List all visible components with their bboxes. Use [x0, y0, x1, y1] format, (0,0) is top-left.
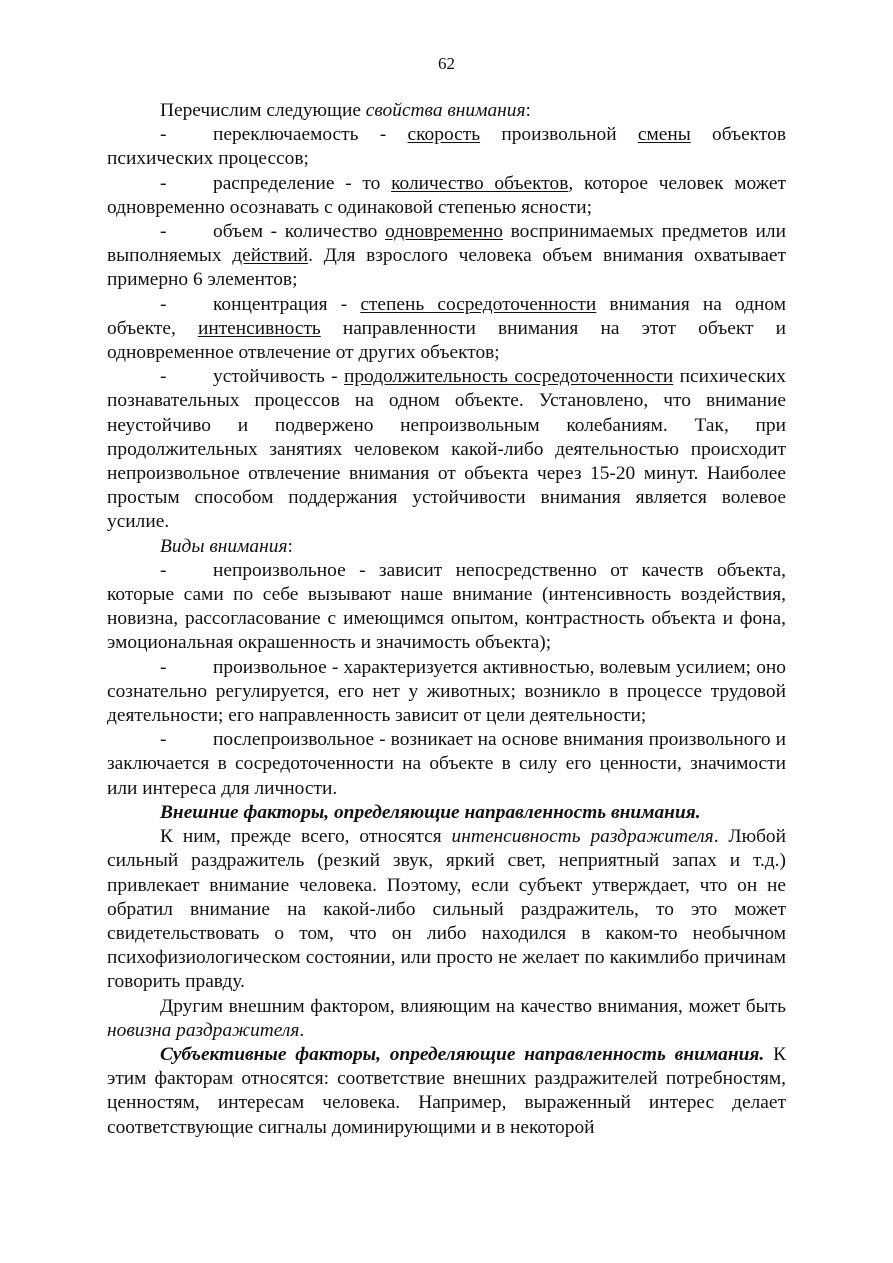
underlined-term: интенсивность — [197, 317, 321, 339]
kinds-list — [107, 559, 786, 801]
intro-term: свойства внимания — [365, 100, 526, 121]
kinds-heading-term: Виды внимания — [160, 535, 288, 557]
property-item — [107, 293, 786, 366]
text-run: объем - количество — [213, 221, 386, 243]
external-factors-heading — [107, 801, 786, 825]
kinds-heading — [107, 535, 786, 559]
kind-text: непроизвольное - зависит непосредственно от качеств объекта, которые сами по себе вызывают наше внимание (интенсивность воздействия, новизна, рассогласование с имеющимся опытом, контрастность объекта и фона, эмоциональная окрашенность и значимость объекта); — [107, 559, 786, 654]
text-run: концентрация - — [213, 293, 361, 315]
text-run: распределение - то — [213, 172, 392, 194]
property-item — [107, 123, 786, 171]
properties-list — [107, 123, 786, 534]
kinds-heading-colon: : — [287, 535, 293, 557]
subjective-factors-title: Субъективные факторы, определяющие направленность внимания. — [160, 1043, 765, 1065]
text-run: внимания на одном объекте, — [107, 293, 786, 339]
underlined-term: одновременно — [385, 221, 503, 243]
external-factors-title: Внешние факторы, определяющие направленность внимания. — [160, 801, 701, 823]
external-factors-paragraph-1 — [107, 825, 786, 994]
text-run: . — [299, 1019, 305, 1041]
underlined-term: степень сосредоточенности — [360, 293, 597, 315]
list-dash: - — [160, 656, 167, 678]
properties-intro — [107, 99, 786, 123]
subjective-factors-paragraph — [107, 1043, 786, 1140]
text-run: устойчивость - — [213, 366, 344, 388]
kind-item — [107, 728, 786, 801]
text-run: , которое человек может одновременно осознавать с одинаковой степенью ясности; — [107, 172, 786, 218]
term-run: интенсивность раздражителя — [451, 826, 714, 848]
property-item — [107, 365, 786, 534]
kind-item — [107, 656, 786, 729]
list-dash: - — [160, 172, 167, 194]
intro-text: Перечислим следующие — [160, 100, 366, 121]
underlined-term: смены — [637, 124, 691, 146]
term-run: новизна раздражителя — [107, 1019, 300, 1041]
text-run: воспринимаемых предметов или выполняемых — [107, 221, 786, 267]
kind-item — [107, 559, 786, 656]
underlined-term: действий — [232, 245, 309, 267]
underlined-term: количество объектов — [391, 172, 569, 194]
text-run: К ним, прежде всего, относятся — [160, 826, 452, 848]
kind-text: произвольное - характеризуется активностью, волевым усилием; оно сознательно регулируется, его нет у животных; возникло в процессе трудовой деятельности; его направленность зависит от цели деятельности; — [107, 656, 786, 727]
property-item — [107, 220, 786, 293]
text-run: психических познавательных процессов на одном объекте. Установлено, что внимание неустойчиво и подвержено непроизвольным колебаниям. Так, при продолжительных занятиях человеком какой-либо деятельностью происходит непроизвольное отвлечение внимания от объекта через 15-20 минут. Наиболее простым способом поддержания устойчивости внимания является волевое усилие. — [107, 366, 786, 533]
list-dash: - — [160, 729, 167, 751]
text-run: Другим внешним фактором, влияющим на качество внимания, может быть — [160, 995, 786, 1017]
underlined-term: продолжительность сосредоточенности — [343, 366, 674, 388]
text-run: направленности внимания на этот объект и одновременное отвлечение от других объектов; — [107, 317, 786, 364]
list-dash: - — [160, 559, 167, 581]
subjective-factors-text: К этим факторам относятся: соответствие внешних раздражителей потребностям, ценностям, интересам человека. Например, выраженный интерес делает соответствующие сигналы доминирующими и в некоторой — [107, 1043, 787, 1138]
list-dash: - — [160, 221, 167, 243]
list-dash: - — [160, 366, 167, 388]
list-dash: - — [160, 124, 167, 146]
text-run: переключаемость - — [213, 124, 408, 146]
text-run: . Для взрослого человека объем внимания охватывает примерно 6 элементов; — [107, 245, 787, 291]
page-body — [107, 99, 786, 1140]
property-item — [107, 172, 786, 220]
text-run: . Любой сильный раздражитель (резкий звук, яркий свет, неприятный запах и т.д.) привлекает внимание человека. Поэтому, если субъект утверждает, что он не обратил внимание на какой-либо сильный раздражитель, то это может свидетельствовать о том, что он либо находился в каком-то необычном психофизиологическом состоянии, или просто не желает по какимлибо причинам говорить правду. — [107, 826, 787, 993]
underlined-term: скорость — [407, 124, 481, 146]
page-number: 62 — [438, 54, 455, 73]
text-run: объектов психических процессов; — [107, 124, 786, 170]
external-factors-paragraph-2 — [107, 995, 786, 1043]
kind-text: послепроизвольное - возникает на основе внимания произвольного и заключается в сосредоточенности на объекте в силу его ценности, значимости или интереса для личности. — [107, 729, 786, 799]
intro-colon: : — [525, 100, 531, 121]
list-dash: - — [160, 293, 167, 315]
text-run: произвольной — [480, 124, 638, 146]
